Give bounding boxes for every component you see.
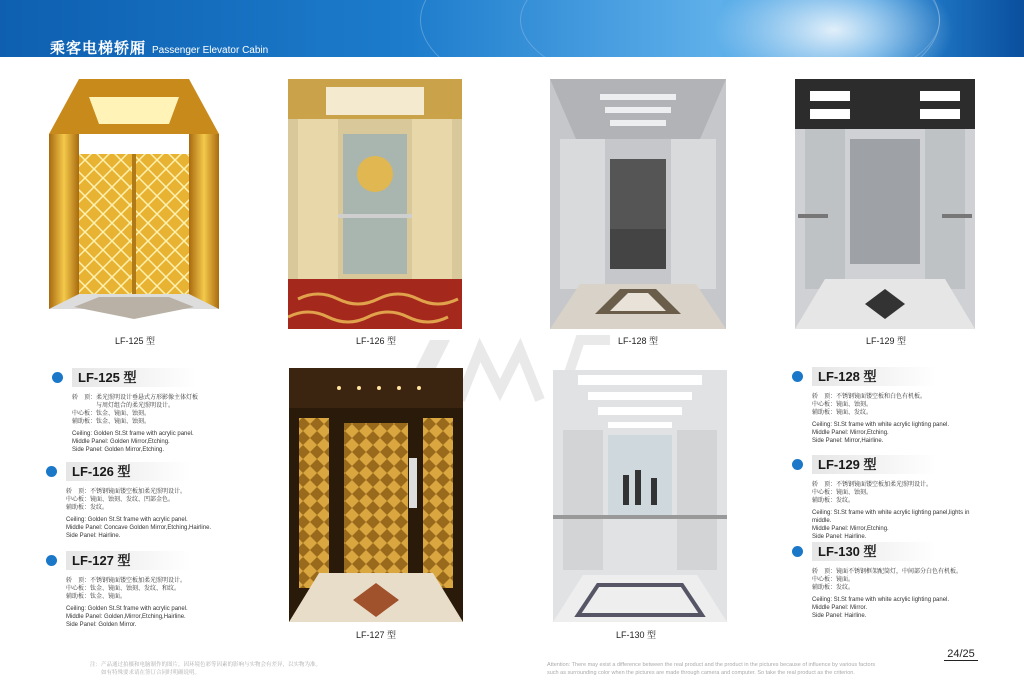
spec-en-line: Ceiling: St.St frame with white acrylic lighting panel. [812,597,950,603]
spec-cn-line: 辅助板：发纹。 [812,585,855,591]
spec-en-line: Ceiling: Golden St.St frame with acrylic panel. [66,517,188,523]
cabin-photo-lf127 [289,368,463,622]
spec-en-line: Middle Panel: Mirror,Etching. [812,430,889,436]
spec-en-text [792,596,1012,620]
photo-caption: LF-130 型 [615,630,657,640]
spec-en-line: Side Panel: Hairline. [812,534,867,540]
bullet-dot-icon [52,372,63,383]
spec-cn-text [46,488,266,512]
spec-cn-line: 辅助板：钛金、镜面、蚀刻。 [72,419,151,425]
bullet-dot-icon [792,459,803,470]
bullet-dot-icon [46,466,57,477]
spec-model-heading [792,455,1012,475]
spec-cn-line: 中心板：钛金、镜面、蚀刻、发纹、和纹。 [66,586,181,592]
page-title-cn: 乘客电梯轿厢 [50,40,147,57]
spec-block-lf128 [792,367,1012,445]
spec-en-line: Middle Panel: Mirror. [812,605,868,611]
spec-cn-line: 与周灯组合的柔光照明设计。 [72,403,175,409]
spec-cn-text [46,577,266,601]
page-number: 24/25 [944,648,978,661]
spec-en-text [46,605,266,629]
spec-en-line: Middle Panel: Golden Mirror,Etching. [72,439,170,445]
spec-cn-line: 轿 顶：柔光照明设计垂悬式方形影像主体灯板 [72,395,199,401]
footer-note-cn [90,661,390,677]
cabin-photo-lf126 [288,79,462,329]
spec-cn-text [792,481,1012,505]
spec-en-line: Middle Panel: Concave Golden Mirror,Etching,Hairline. [66,525,212,531]
spec-cn-line: 轿 顶：不锈钢镜面镂空板加柔光照明设计。 [812,482,933,488]
page-title [50,37,268,57]
spec-model-label: LF-127 型 [66,551,191,570]
spec-en-line: Middle Panel: Mirror,Etching. [812,526,889,532]
spec-cn-line: 中心板：镜面、蚀刻、发纹、凹部金色。 [66,497,175,503]
spec-model-heading [52,368,272,388]
photo-caption: LF-125 型 [114,336,156,346]
spec-model-heading [792,367,1012,387]
spec-block-lf130 [792,542,1012,620]
spec-model-heading [46,462,266,482]
footer-line: such as surrounding color when the pictures are made through camera and computer. So take the real product as the criterion. [547,670,855,676]
spec-cn-line: 辅助板：发纹。 [66,505,109,511]
spec-en-text [46,516,266,540]
spec-block-lf129 [792,455,1012,541]
spec-en-line: Ceiling: St.St frame with white acrylic lighting panel,lights in [812,510,970,516]
spec-en-line: Side Panel: Mirror,Hairline. [812,438,884,444]
spec-en-line: Middle Panel: Golden,Mirror,Etching,Hairline. [66,614,186,620]
spec-cn-line: 轿 顶：不锈钢镜面镂空板加柔光照明设计。 [66,578,187,584]
spec-cn-line: 中心板：钛金、镜面、蚀刻。 [72,411,151,417]
spec-cn-line: 轿 顶：镜面不锈钢框架配筒灯，中间部分白色有机板。 [812,569,963,575]
spec-cn-text [792,393,1012,417]
spec-en-line: middle. [812,518,832,524]
spec-model-heading [792,542,1012,562]
spec-model-label: LF-130 型 [812,542,937,561]
page-title-en: Passenger Elevator Cabin [152,45,269,56]
spec-cn-text [52,394,272,426]
spec-cn-text [792,568,1012,592]
header-glow [704,0,964,57]
spec-model-label: LF-126 型 [66,462,191,481]
cabin-photo-lf130 [553,370,727,622]
spec-cn-line: 轿 顶：不锈钢镜面镂空板和白色有机板。 [812,394,927,400]
spec-block-lf125 [52,368,272,454]
spec-en-line: Ceiling: Golden St.St frame with acrylic panel. [72,431,194,437]
spec-en-line: Ceiling: Golden St.St frame with acrylic panel. [66,606,188,612]
cabin-photo-lf129 [795,79,975,329]
photo-caption: LF-127 型 [355,630,397,640]
spec-en-line: Side Panel: Golden Mirror,Etching. [72,447,165,453]
spec-cn-line: 中心板：镜面、蚀刻。 [812,490,873,496]
bullet-dot-icon [792,546,803,557]
photo-caption: LF-126 型 [355,336,397,346]
cabin-photo-lf128 [550,79,726,329]
spec-en-text [792,421,1012,445]
spec-en-line: Ceiling: St.St frame with white acrylic lighting panel. [812,422,950,428]
spec-model-label: LF-125 型 [72,368,197,387]
footer-line: 注：产品通过拍摄和电脑制作的图片，因环境色彩等因素的影响与实物会有差异，以实物为准。 [90,662,322,668]
spec-cn-line: 辅助板：钛金、镜面。 [66,594,127,600]
footer-line: 如有特殊要求请在签订合同时明确说明。 [90,670,201,676]
spec-block-lf127 [46,551,266,629]
spec-model-label: LF-128 型 [812,367,937,386]
page-header [0,0,1024,57]
spec-en-text [52,430,272,454]
spec-model-label: LF-129 型 [812,455,937,474]
photo-caption: LF-129 型 [865,336,907,346]
spec-cn-line: 辅助板：镜面、发纹。 [812,410,873,416]
footer-note-en [547,661,927,677]
spec-cn-line: 中心板：镜面、蚀刻。 [812,402,873,408]
spec-en-line: Side Panel: Golden Mirror. [66,622,137,628]
cabin-photo-lf125 [49,79,219,329]
spec-cn-line: 轿 顶：不锈钢镜面镂空板加柔光照明设计。 [66,489,187,495]
spec-cn-line: 辅助板：发纹。 [812,498,855,504]
footer-line: Attention: There may exist a difference between the real product and the product in the pictures because of influence by various factors [547,662,876,668]
bullet-dot-icon [792,371,803,382]
spec-en-text [792,509,1012,541]
spec-cn-line: 中心板：镜面。 [812,577,855,583]
spec-block-lf126 [46,462,266,540]
spec-en-line: Side Panel: Hairline. [66,533,121,539]
photo-caption: LF-128 型 [617,336,659,346]
bullet-dot-icon [46,555,57,566]
spec-en-line: Side Panel: Hairline. [812,613,867,619]
spec-model-heading [46,551,266,571]
